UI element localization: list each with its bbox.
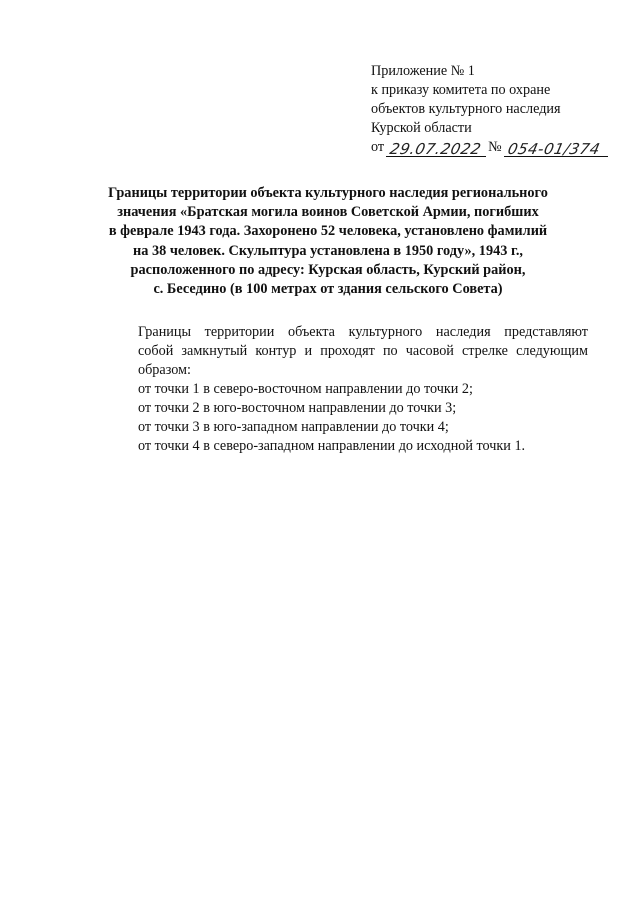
boundary-point-item: от точки 4 в северо-западном направлении до исходной точки 1.	[138, 438, 526, 454]
appendix-order-reference: к приказу комитета по охране	[371, 82, 551, 98]
title-line: на 38 человек. Скульптура установлена в 1950 году», 1943 г.,	[133, 242, 523, 259]
order-number-field	[504, 140, 608, 157]
appendix-region: Курской области	[371, 120, 472, 136]
boundary-point-item: от точки 1 в северо-восточном направлении до точки 2;	[138, 381, 473, 397]
intro-paragraph	[98, 323, 588, 380]
order-date-number-line	[371, 138, 621, 157]
appendix-committee-name: объектов культурного наследия	[371, 101, 561, 117]
title-line: с. Беседино (в 100 метрах от здания сельского Совета)	[153, 281, 503, 298]
number-label: №	[488, 139, 502, 155]
boundary-points-list	[98, 380, 588, 456]
appendix-header	[371, 62, 621, 157]
title-line: значения «Братская могила воинов Советской Армии, погибших	[117, 204, 539, 221]
intro-line: собой замкнутый контур и проходят по часовой стрелке следующим	[138, 343, 588, 359]
document-title	[90, 184, 566, 299]
intro-line: образом:	[138, 362, 191, 378]
order-number-handwritten: 054-01/374	[505, 140, 602, 158]
document-body	[98, 323, 588, 456]
boundary-point-item: от точки 3 в юго-западном направлении до точки 4;	[138, 419, 449, 435]
boundary-point-item: от точки 2 в юго-восточном направлении до точки 3;	[138, 400, 457, 416]
order-date-field	[386, 140, 486, 157]
title-line: в феврале 1943 года. Захоронено 52 человека, установлено фамилий	[108, 223, 548, 240]
intro-line: Границы территории объекта культурного наследия представляют	[138, 324, 588, 340]
order-date-handwritten: 29.07.2022	[388, 140, 484, 158]
from-label: от	[371, 139, 385, 155]
title-line: Границы территории объекта культурного наследия регионального	[108, 185, 548, 201]
appendix-number: Приложение № 1	[371, 63, 475, 79]
title-line: расположенного по адресу: Курская область, Курский район,	[130, 261, 526, 278]
